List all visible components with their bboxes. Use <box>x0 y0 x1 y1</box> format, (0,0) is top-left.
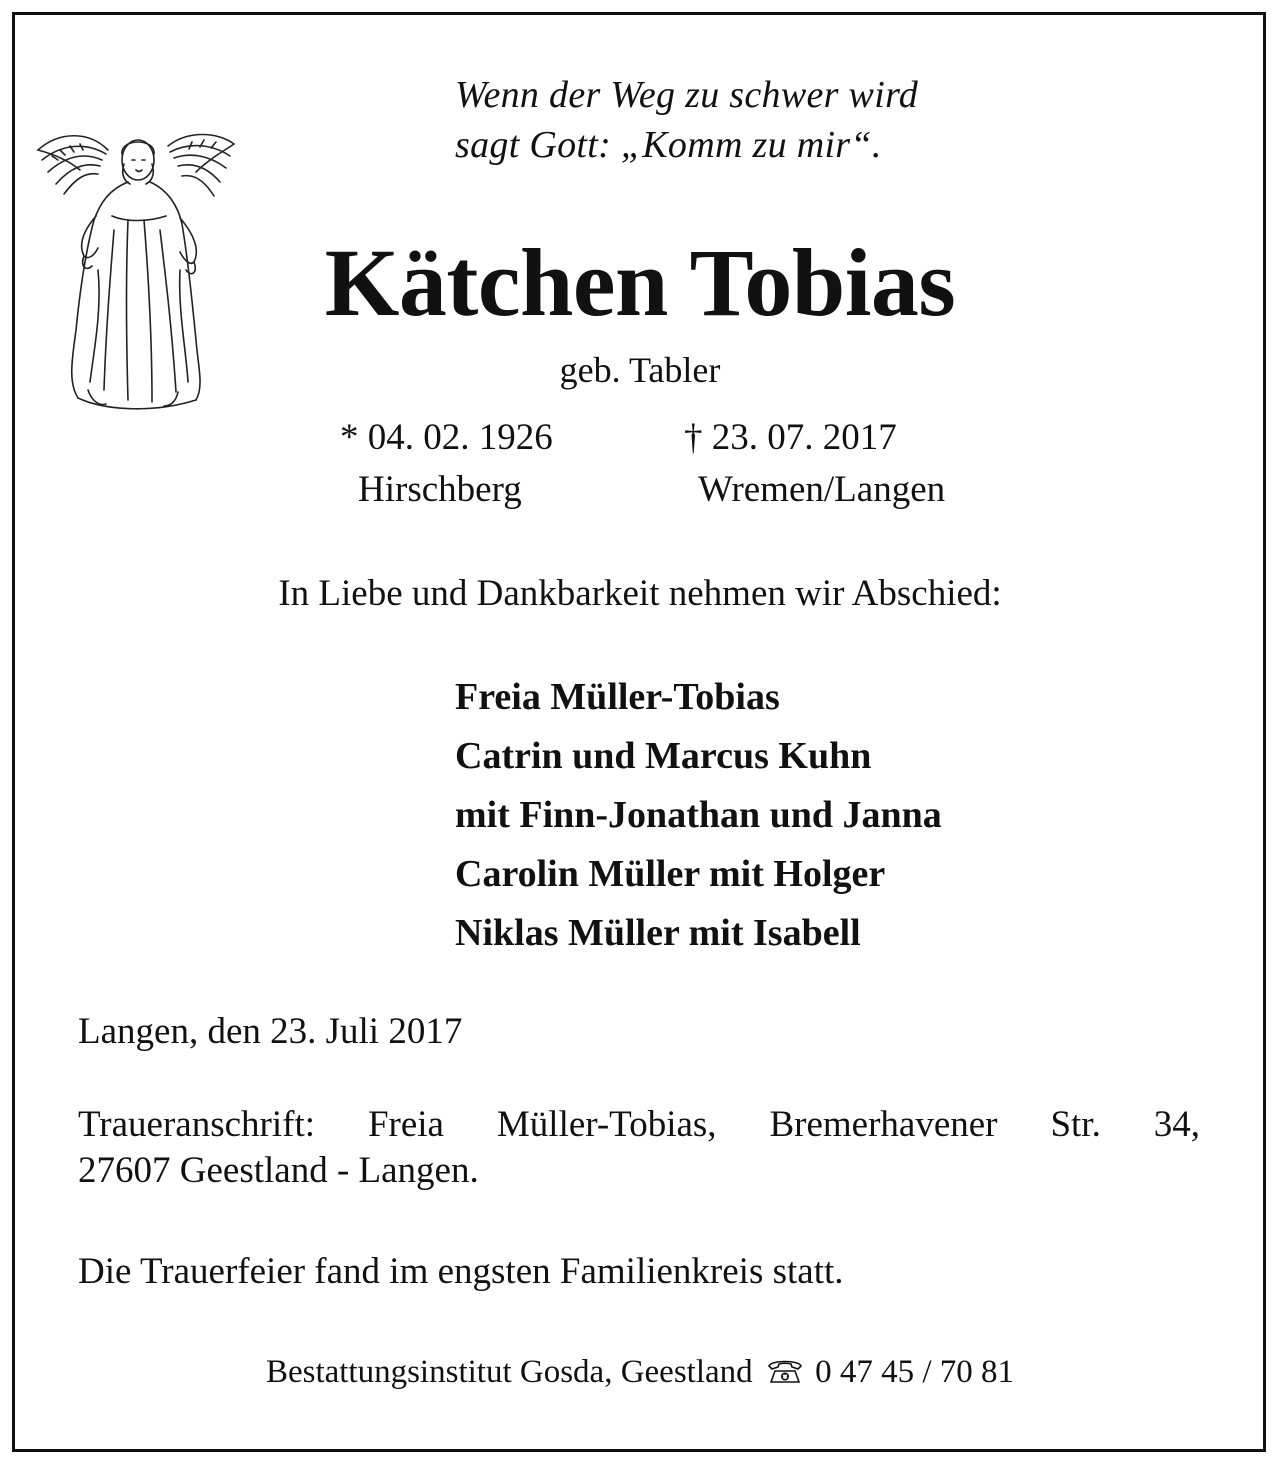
farewell-text: In Liebe und Dankbarkeit nehmen wir Abschied: <box>278 573 1002 614</box>
dateline: Langen, den 23. Juli 2017 <box>78 1011 463 1052</box>
phone-icon <box>765 1357 805 1385</box>
address-word: Traueranschrift: <box>78 1104 316 1145</box>
birth-date: * 04. 02. 1926 <box>340 417 553 458</box>
address-word: Bremerhavener <box>769 1104 998 1145</box>
address-word: Freia <box>367 1104 444 1145</box>
deceased-name: Kätchen Tobias <box>324 229 956 336</box>
address-word: Str. <box>1050 1104 1101 1145</box>
undertaker-name: Bestattungsinstitut Gosda, Geestland <box>265 1354 753 1390</box>
death-place: Wremen/Langen <box>698 469 946 510</box>
quote-line: Wenn der Weg zu schwer wird <box>455 74 919 116</box>
address-line <box>78 1102 1200 1148</box>
birth-name: geb. Tabler <box>559 350 721 390</box>
ceremony-note: Die Trauerfeier fand im engsten Familienkreis statt. <box>78 1251 844 1292</box>
mourner-line: Carolin Müller mit Holger <box>455 853 886 895</box>
quote-line: sagt Gott: „Komm zu mir“. <box>455 124 882 166</box>
mourner-line: Freia Müller-Tobias <box>455 676 780 718</box>
mourner-line: Catrin und Marcus Kuhn <box>455 735 872 777</box>
mourner-line: mit Finn-Jonathan und Janna <box>455 794 942 836</box>
address-word: Müller-Tobias, <box>496 1104 717 1145</box>
mourning-address <box>78 1102 1200 1194</box>
undertaker-phone: 0 47 45 / 70 81 <box>815 1354 1015 1390</box>
quote <box>455 70 918 170</box>
birth-place: Hirschberg <box>358 469 522 510</box>
mourners-list <box>455 668 942 963</box>
mourner-line: Niklas Müller mit Isabell <box>455 912 861 954</box>
address-line: 27607 Geestland - Langen. <box>78 1150 479 1191</box>
address-word: 34, <box>1153 1104 1200 1145</box>
death-date: † 23. 07. 2017 <box>684 417 897 458</box>
undertaker-line <box>0 1350 1280 1394</box>
